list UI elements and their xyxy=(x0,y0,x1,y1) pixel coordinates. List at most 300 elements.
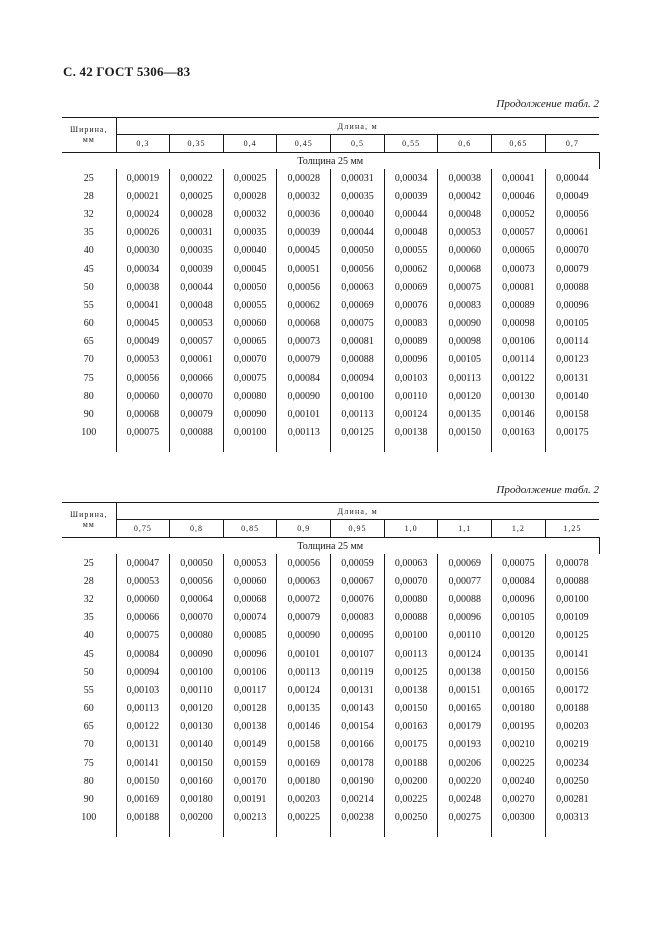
section-title: Толщина 25 мм xyxy=(62,538,599,555)
value-cell: 0,00200 xyxy=(384,772,438,790)
value-cell: 0,00125 xyxy=(331,424,385,442)
value-cell: 0,00042 xyxy=(438,187,492,205)
table-row xyxy=(62,242,599,260)
value-cell: 0,00078 xyxy=(556,557,589,569)
width-cell: 28 xyxy=(62,572,116,590)
value-cell: 0,00138 xyxy=(223,718,277,736)
value-cell: 0,00150 xyxy=(384,700,438,718)
width-cell: 55 xyxy=(62,681,116,699)
table-row xyxy=(62,278,599,296)
value-cell: 0,00113 xyxy=(331,405,385,423)
weight-table-1 xyxy=(62,117,600,452)
value-cell: 0,00075 xyxy=(492,554,546,572)
table-row xyxy=(62,627,599,645)
filler-cell xyxy=(545,827,599,837)
value-cell: 0,00068 xyxy=(223,590,277,608)
value-cell: 0,00143 xyxy=(331,700,385,718)
value-cell: 0,00219 xyxy=(556,739,589,751)
width-cell: 100 xyxy=(62,809,116,827)
value-cell: 0,00073 xyxy=(277,333,331,351)
value-cell: 0,00032 xyxy=(223,205,277,223)
value-cell: 0,00248 xyxy=(438,790,492,808)
table-row xyxy=(62,681,599,699)
width-cell: 55 xyxy=(62,296,116,314)
value-cell: 0,00068 xyxy=(116,405,170,423)
value-cell: 0,00070 xyxy=(384,572,438,590)
value-cell: 0,00019 xyxy=(116,169,170,187)
value-cell: 0,00110 xyxy=(384,387,438,405)
value-cell: 0,00220 xyxy=(438,772,492,790)
length-column-header: 1,25 xyxy=(545,520,599,538)
value-cell: 0,00096 xyxy=(384,351,438,369)
filler-cell xyxy=(492,442,546,452)
value-cell: 0,00313 xyxy=(556,812,589,824)
width-cell: 35 xyxy=(62,224,116,242)
value-cell: 0,00026 xyxy=(116,224,170,242)
value-cell: 0,00124 xyxy=(277,681,331,699)
value-cell: 0,00060 xyxy=(223,315,277,333)
value-cell: 0,00105 xyxy=(438,351,492,369)
value-cell: 0,00130 xyxy=(170,718,224,736)
value-cell: 0,00079 xyxy=(556,263,589,275)
value-cell: 0,00214 xyxy=(331,790,385,808)
filler-cell xyxy=(62,442,116,452)
value-cell: 0,00163 xyxy=(384,718,438,736)
value-cell: 0,00057 xyxy=(492,224,546,242)
width-cell: 35 xyxy=(62,609,116,627)
value-cell: 0,00146 xyxy=(277,718,331,736)
value-cell: 0,00089 xyxy=(384,333,438,351)
filler-cell xyxy=(170,827,224,837)
width-cell: 80 xyxy=(62,387,116,405)
value-cell: 0,00113 xyxy=(384,645,438,663)
value-cell: 0,00141 xyxy=(116,754,170,772)
value-cell: 0,00125 xyxy=(384,663,438,681)
value-cell: 0,00103 xyxy=(116,681,170,699)
width-cell: 60 xyxy=(62,700,116,718)
table-row xyxy=(62,205,599,223)
width-cell: 90 xyxy=(62,790,116,808)
value-cell: 0,00024 xyxy=(116,205,170,223)
value-cell: 0,00275 xyxy=(438,809,492,827)
value-cell: 0,00055 xyxy=(223,296,277,314)
value-cell: 0,00100 xyxy=(331,387,385,405)
table-row xyxy=(62,663,599,681)
value-cell: 0,00130 xyxy=(492,387,546,405)
value-cell: 0,00281 xyxy=(556,794,589,806)
value-cell: 0,00025 xyxy=(170,187,224,205)
table-row xyxy=(62,700,599,718)
value-cell: 0,00083 xyxy=(384,315,438,333)
value-cell: 0,00075 xyxy=(331,315,385,333)
value-cell: 0,00146 xyxy=(492,405,546,423)
value-cell: 0,00088 xyxy=(556,281,589,293)
value-cell: 0,00124 xyxy=(384,405,438,423)
filler-cell xyxy=(277,827,331,837)
value-cell: 0,00191 xyxy=(223,790,277,808)
value-cell: 0,00088 xyxy=(384,609,438,627)
value-cell: 0,00175 xyxy=(384,736,438,754)
value-cell: 0,00053 xyxy=(116,572,170,590)
filler-cell xyxy=(331,827,385,837)
length-column-header: 0,85 xyxy=(223,520,277,538)
length-column-header: 0,4 xyxy=(223,135,277,153)
value-cell: 0,00169 xyxy=(116,790,170,808)
value-cell: 0,00045 xyxy=(277,242,331,260)
value-cell: 0,00158 xyxy=(556,409,589,421)
width-cell: 45 xyxy=(62,260,116,278)
length-column-header: 0,45 xyxy=(277,135,331,153)
value-cell: 0,00203 xyxy=(277,790,331,808)
value-cell: 0,00064 xyxy=(170,590,224,608)
value-cell: 0,00166 xyxy=(331,736,385,754)
table-row xyxy=(62,224,599,242)
value-cell: 0,00060 xyxy=(116,590,170,608)
value-cell: 0,00110 xyxy=(170,681,224,699)
value-cell: 0,00140 xyxy=(556,390,589,402)
value-cell: 0,00051 xyxy=(277,260,331,278)
value-cell: 0,00154 xyxy=(331,718,385,736)
value-cell: 0,00100 xyxy=(223,424,277,442)
value-cell: 0,00165 xyxy=(438,700,492,718)
value-cell: 0,00124 xyxy=(438,645,492,663)
value-cell: 0,00070 xyxy=(170,387,224,405)
value-cell: 0,00090 xyxy=(223,405,277,423)
value-cell: 0,00113 xyxy=(277,424,331,442)
length-column-header: 1,2 xyxy=(492,520,546,538)
value-cell: 0,00047 xyxy=(116,554,170,572)
value-cell: 0,00114 xyxy=(556,336,589,348)
value-cell: 0,00200 xyxy=(170,809,224,827)
length-column-header: 0,8 xyxy=(170,520,224,538)
length-column-header: 0,75 xyxy=(116,520,170,538)
filler-cell xyxy=(116,442,170,452)
length-column-header: 1,1 xyxy=(438,520,492,538)
value-cell: 0,00234 xyxy=(556,757,589,769)
table-row xyxy=(62,405,599,423)
length-column-header: 0,5 xyxy=(331,135,385,153)
value-cell: 0,00049 xyxy=(116,333,170,351)
value-cell: 0,00069 xyxy=(438,554,492,572)
table-row xyxy=(62,351,599,369)
value-cell: 0,00094 xyxy=(116,663,170,681)
value-cell: 0,00050 xyxy=(331,242,385,260)
value-cell: 0,00135 xyxy=(438,405,492,423)
value-cell: 0,00038 xyxy=(116,278,170,296)
weight-table-2 xyxy=(62,502,600,837)
value-cell: 0,00135 xyxy=(277,700,331,718)
width-cell: 28 xyxy=(62,187,116,205)
value-cell: 0,00250 xyxy=(556,775,589,787)
value-cell: 0,00210 xyxy=(492,736,546,754)
value-cell: 0,00052 xyxy=(492,205,546,223)
value-cell: 0,00083 xyxy=(331,609,385,627)
width-column-header: Ширина, мм xyxy=(62,503,116,538)
width-cell: 65 xyxy=(62,718,116,736)
width-cell: 40 xyxy=(62,242,116,260)
value-cell: 0,00044 xyxy=(556,172,589,184)
value-cell: 0,00107 xyxy=(331,645,385,663)
filler-cell xyxy=(331,442,385,452)
value-cell: 0,00250 xyxy=(384,809,438,827)
value-cell: 0,00056 xyxy=(556,208,589,220)
value-cell: 0,00081 xyxy=(331,333,385,351)
filler-cell xyxy=(170,442,224,452)
value-cell: 0,00138 xyxy=(384,681,438,699)
value-cell: 0,00031 xyxy=(170,224,224,242)
value-cell: 0,00100 xyxy=(384,627,438,645)
value-cell: 0,00060 xyxy=(223,572,277,590)
value-cell: 0,00035 xyxy=(331,187,385,205)
value-cell: 0,00270 xyxy=(492,790,546,808)
value-cell: 0,00039 xyxy=(277,224,331,242)
filler-cell xyxy=(62,827,116,837)
value-cell: 0,00163 xyxy=(492,424,546,442)
width-cell: 60 xyxy=(62,315,116,333)
value-cell: 0,00061 xyxy=(170,351,224,369)
length-column-header: 0,9 xyxy=(277,520,331,538)
filler-cell xyxy=(384,827,438,837)
length-column-header: 0,65 xyxy=(492,135,546,153)
width-cell: 50 xyxy=(62,663,116,681)
value-cell: 0,00095 xyxy=(331,627,385,645)
value-cell: 0,00044 xyxy=(384,205,438,223)
value-cell: 0,00040 xyxy=(331,205,385,223)
section-title: Толщина 25 мм xyxy=(62,153,599,170)
value-cell: 0,00062 xyxy=(384,260,438,278)
value-cell: 0,00075 xyxy=(116,627,170,645)
table-row xyxy=(62,554,599,572)
value-cell: 0,00151 xyxy=(438,681,492,699)
value-cell: 0,00077 xyxy=(438,572,492,590)
value-cell: 0,00094 xyxy=(331,369,385,387)
value-cell: 0,00193 xyxy=(438,736,492,754)
value-cell: 0,00048 xyxy=(438,205,492,223)
length-header: Длина, м xyxy=(116,118,599,135)
value-cell: 0,00045 xyxy=(116,315,170,333)
value-cell: 0,00225 xyxy=(384,790,438,808)
value-cell: 0,00138 xyxy=(384,424,438,442)
value-cell: 0,00070 xyxy=(556,245,589,257)
value-cell: 0,00101 xyxy=(277,645,331,663)
value-cell: 0,00101 xyxy=(277,405,331,423)
value-cell: 0,00074 xyxy=(223,609,277,627)
length-column-header: 0,7 xyxy=(545,135,599,153)
value-cell: 0,00172 xyxy=(556,684,589,696)
value-cell: 0,00031 xyxy=(331,169,385,187)
value-cell: 0,00079 xyxy=(170,405,224,423)
value-cell: 0,00066 xyxy=(170,369,224,387)
value-cell: 0,00188 xyxy=(384,754,438,772)
value-cell: 0,00034 xyxy=(384,169,438,187)
value-cell: 0,00165 xyxy=(492,681,546,699)
length-column-header: 0,3 xyxy=(116,135,170,153)
value-cell: 0,00140 xyxy=(170,736,224,754)
table-row xyxy=(62,572,599,590)
continuation-label-2: Продолжение табл. 2 xyxy=(496,484,599,496)
width-cell: 32 xyxy=(62,205,116,223)
width-cell: 25 xyxy=(62,169,116,187)
value-cell: 0,00035 xyxy=(223,224,277,242)
value-cell: 0,00035 xyxy=(170,242,224,260)
value-cell: 0,00075 xyxy=(438,278,492,296)
table-row xyxy=(62,387,599,405)
value-cell: 0,00160 xyxy=(170,772,224,790)
value-cell: 0,00084 xyxy=(277,369,331,387)
value-cell: 0,00128 xyxy=(223,700,277,718)
value-cell: 0,00044 xyxy=(331,224,385,242)
table-row xyxy=(62,333,599,351)
table-filler-row xyxy=(62,442,599,452)
value-cell: 0,00100 xyxy=(170,663,224,681)
value-cell: 0,00090 xyxy=(438,315,492,333)
value-cell: 0,00065 xyxy=(492,242,546,260)
value-cell: 0,00180 xyxy=(277,772,331,790)
value-cell: 0,00080 xyxy=(384,590,438,608)
value-cell: 0,00028 xyxy=(277,169,331,187)
value-cell: 0,00053 xyxy=(438,224,492,242)
value-cell: 0,00075 xyxy=(116,424,170,442)
value-cell: 0,00180 xyxy=(492,700,546,718)
value-cell: 0,00131 xyxy=(556,372,589,384)
value-cell: 0,00053 xyxy=(170,315,224,333)
value-cell: 0,00158 xyxy=(277,736,331,754)
value-cell: 0,00041 xyxy=(116,296,170,314)
value-cell: 0,00063 xyxy=(384,554,438,572)
width-cell: 25 xyxy=(62,554,116,572)
value-cell: 0,00075 xyxy=(223,369,277,387)
filler-cell xyxy=(223,442,277,452)
value-cell: 0,00120 xyxy=(170,700,224,718)
value-cell: 0,00150 xyxy=(492,663,546,681)
value-cell: 0,00150 xyxy=(116,772,170,790)
value-cell: 0,00056 xyxy=(277,278,331,296)
value-cell: 0,00188 xyxy=(556,703,589,715)
value-cell: 0,00135 xyxy=(492,645,546,663)
value-cell: 0,00141 xyxy=(556,648,589,660)
value-cell: 0,00179 xyxy=(438,718,492,736)
value-cell: 0,00188 xyxy=(116,809,170,827)
value-cell: 0,00076 xyxy=(384,296,438,314)
value-cell: 0,00100 xyxy=(556,593,589,605)
value-cell: 0,00055 xyxy=(384,242,438,260)
length-column-header: 0,95 xyxy=(331,520,385,538)
value-cell: 0,00113 xyxy=(438,369,492,387)
value-cell: 0,00098 xyxy=(438,333,492,351)
filler-cell xyxy=(438,442,492,452)
table-row xyxy=(62,590,599,608)
value-cell: 0,00096 xyxy=(223,645,277,663)
value-cell: 0,00059 xyxy=(331,554,385,572)
value-cell: 0,00050 xyxy=(170,554,224,572)
value-cell: 0,00203 xyxy=(556,721,589,733)
filler-cell xyxy=(438,827,492,837)
value-cell: 0,00021 xyxy=(116,187,170,205)
value-cell: 0,00123 xyxy=(556,354,589,366)
value-cell: 0,00046 xyxy=(492,187,546,205)
value-cell: 0,00225 xyxy=(277,809,331,827)
table-row xyxy=(62,424,599,442)
value-cell: 0,00138 xyxy=(438,663,492,681)
value-cell: 0,00085 xyxy=(223,627,277,645)
value-cell: 0,00030 xyxy=(116,242,170,260)
value-cell: 0,00238 xyxy=(331,809,385,827)
length-column-header: 1,0 xyxy=(384,520,438,538)
continuation-label-1: Продолжение табл. 2 xyxy=(496,98,599,110)
table-row xyxy=(62,809,599,827)
value-cell: 0,00240 xyxy=(492,772,546,790)
value-cell: 0,00073 xyxy=(492,260,546,278)
value-cell: 0,00150 xyxy=(438,424,492,442)
value-cell: 0,00150 xyxy=(170,754,224,772)
value-cell: 0,00125 xyxy=(556,630,589,642)
length-column-header: 0,6 xyxy=(438,135,492,153)
value-cell: 0,00056 xyxy=(331,260,385,278)
value-cell: 0,00131 xyxy=(331,681,385,699)
value-cell: 0,00053 xyxy=(116,351,170,369)
value-cell: 0,00300 xyxy=(492,809,546,827)
width-cell: 50 xyxy=(62,278,116,296)
width-cell: 45 xyxy=(62,645,116,663)
value-cell: 0,00050 xyxy=(223,278,277,296)
width-cell: 32 xyxy=(62,590,116,608)
width-cell: 65 xyxy=(62,333,116,351)
table-row xyxy=(62,315,599,333)
value-cell: 0,00028 xyxy=(223,187,277,205)
value-cell: 0,00156 xyxy=(556,666,589,678)
length-header: Длина, м xyxy=(116,503,599,520)
value-cell: 0,00149 xyxy=(223,736,277,754)
value-cell: 0,00039 xyxy=(384,187,438,205)
value-cell: 0,00114 xyxy=(492,351,546,369)
value-cell: 0,00065 xyxy=(223,333,277,351)
value-cell: 0,00090 xyxy=(277,387,331,405)
value-cell: 0,00048 xyxy=(170,296,224,314)
table-filler-row xyxy=(62,827,599,837)
value-cell: 0,00213 xyxy=(223,809,277,827)
width-cell: 90 xyxy=(62,405,116,423)
value-cell: 0,00044 xyxy=(170,278,224,296)
value-cell: 0,00106 xyxy=(492,333,546,351)
value-cell: 0,00120 xyxy=(492,627,546,645)
width-cell: 100 xyxy=(62,424,116,442)
value-cell: 0,00089 xyxy=(492,296,546,314)
value-cell: 0,00076 xyxy=(331,590,385,608)
value-cell: 0,00079 xyxy=(277,609,331,627)
length-column-header: 0,55 xyxy=(384,135,438,153)
filler-cell xyxy=(223,827,277,837)
value-cell: 0,00105 xyxy=(492,609,546,627)
value-cell: 0,00106 xyxy=(223,663,277,681)
length-column-header: 0,35 xyxy=(170,135,224,153)
value-cell: 0,00098 xyxy=(492,315,546,333)
filler-cell xyxy=(277,442,331,452)
value-cell: 0,00103 xyxy=(384,369,438,387)
value-cell: 0,00062 xyxy=(277,296,331,314)
value-cell: 0,00131 xyxy=(116,736,170,754)
value-cell: 0,00159 xyxy=(223,754,277,772)
value-cell: 0,00225 xyxy=(492,754,546,772)
table-row xyxy=(62,609,599,627)
value-cell: 0,00068 xyxy=(438,260,492,278)
value-cell: 0,00068 xyxy=(277,315,331,333)
value-cell: 0,00088 xyxy=(556,575,589,587)
filler-cell xyxy=(116,827,170,837)
value-cell: 0,00056 xyxy=(116,369,170,387)
value-cell: 0,00084 xyxy=(492,572,546,590)
table-row xyxy=(62,718,599,736)
value-cell: 0,00119 xyxy=(331,663,385,681)
